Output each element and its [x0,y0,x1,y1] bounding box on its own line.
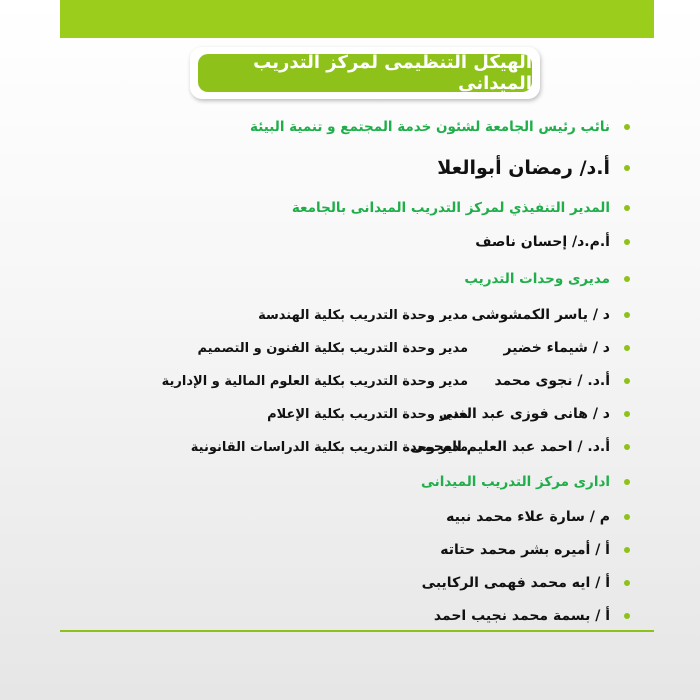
administration-member-name: أ / بسمة محمد نجيب احمد [433,608,610,624]
bullet-icon [624,411,630,417]
executive-director-name: أ.م.د/ إحسان ناصف [475,234,610,250]
executive-director-position: المدير التنفيذي لمركز التدريب الميدانى بالجامعة [291,200,610,216]
vice-president-name: أ.د/ رمضان أبوالعلا [437,157,610,179]
unit-manager-row [162,373,630,389]
bullet-icon [624,205,630,211]
bullet-icon [624,580,630,586]
unit-manager-role: مدير وحدة التدريب بكلية العلوم المالية و الإدارية [161,373,468,389]
bullet-icon [624,124,630,130]
unit-managers-heading: مديرى وحدات التدريب [464,271,610,287]
unit-manager-name: د / هانى فوزى عبد الغنى [438,406,610,422]
bullet-icon [624,479,630,485]
unit-manager-name: أ.د. / نجوى محمد [494,373,610,389]
unit-manager-role: مدير وحدة التدريب بكلية الهندسة [258,307,468,323]
vice-president-name-row [437,157,630,179]
top-accent-bar [60,0,654,38]
bullet-icon [624,276,630,282]
unit-manager-role: مدير وحدة التدريب بكلية الفنون و التصميم [197,340,468,356]
vice-president-position-row [250,119,630,135]
administration-member-row [446,509,630,525]
administration-heading-row [421,474,630,490]
bullet-icon [624,345,630,351]
bullet-icon [624,378,630,384]
administration-member-name: م / سارة علاء محمد نبيه [446,509,610,525]
unit-manager-row [267,406,630,422]
unit-manager-name: أ.د. / احمد عبد العليم العجمى [410,439,610,455]
administration-member-row [422,575,630,591]
unit-manager-row [258,307,630,323]
administration-heading: ادارى مركز التدريب الميدانى [421,474,610,490]
administration-member-row [440,542,630,558]
administration-member-name: أ / أميره بشر محمد حتاته [440,542,610,558]
bullet-icon [624,444,630,450]
page-title: الهيكل التنظيمى لمركز التدريب الميدانى [198,54,532,92]
unit-manager-row [197,340,630,356]
unit-manager-name: د / شيماء خضير [503,340,610,356]
bullet-icon [624,613,630,619]
unit-manager-name: د / ياسر الكمشوشى [471,307,610,323]
bullet-icon [624,547,630,553]
executive-director-position-row [292,200,630,216]
bullet-icon [624,514,630,520]
bullet-icon [624,165,630,171]
title-banner [190,47,540,99]
bullet-icon [624,312,630,318]
unit-manager-role: مدير وحدة التدريب بكلية الدراسات القانونية [190,439,468,455]
bottom-divider [60,630,654,632]
bullet-icon [624,239,630,245]
unit-managers-heading-row [464,271,630,287]
executive-director-name-row [475,234,630,250]
unit-manager-role: مدير وحدة التدريب بكلية الإعلام [267,406,468,422]
administration-member-name: أ / ايه محمد فهمى الركايبى [421,575,610,591]
vice-president-position: نائب رئيس الجامعة لشئون خدمة المجتمع و تنمية البيئة [250,119,610,135]
unit-manager-row [191,439,630,455]
administration-member-row [434,608,630,624]
